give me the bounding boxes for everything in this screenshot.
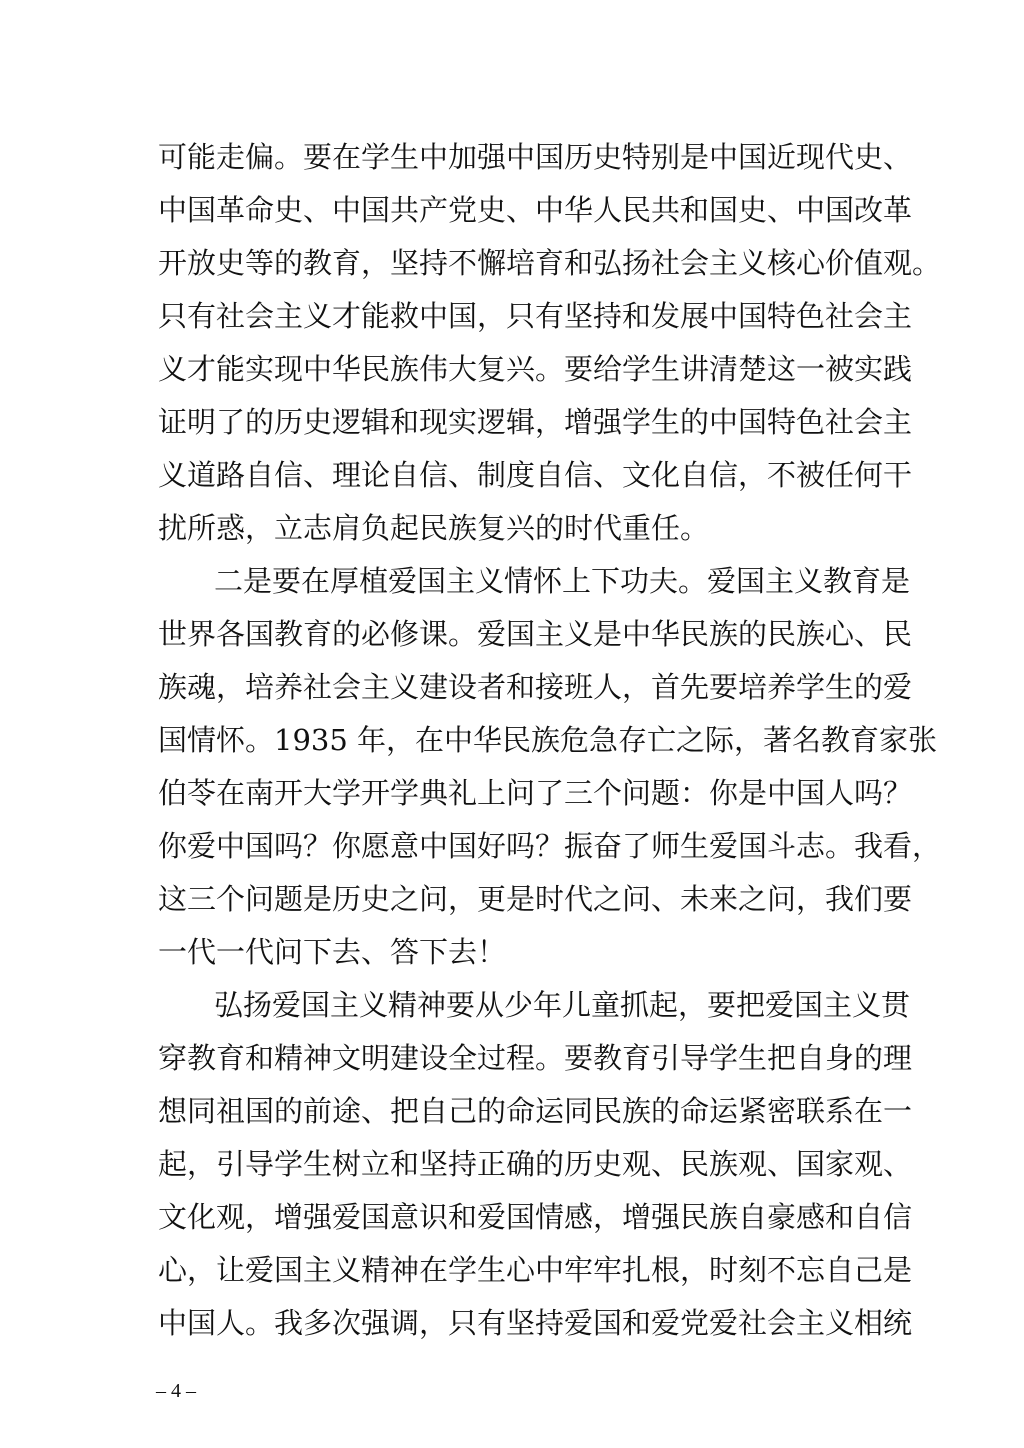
- paragraph-first-line: 弘扬爱国主义精神要从少年儿童抓起，要把爱国主义贯: [214, 988, 911, 1022]
- text-line: 中国革命史、中国共产党史、中华人民共和国史、中国改革: [158, 193, 913, 227]
- text-line: 证明了的历史逻辑和现实逻辑，增强学生的中国特色社会主: [158, 405, 913, 439]
- text-line: 想同祖国的前途、把自己的命运同民族的命运紧密联系在一: [158, 1094, 913, 1128]
- text-line: 起，引导学生树立和坚持正确的历史观、民族观、国家观、: [158, 1147, 913, 1181]
- text-line: 伯苓在南开大学开学典礼上问了三个问题：你是中国人吗？: [158, 776, 913, 810]
- page-number: – 4 –: [156, 1380, 196, 1402]
- text-line: 义才能实现中华民族伟大复兴。要给学生讲清楚这一被实践: [158, 352, 913, 386]
- text-line: 只有社会主义才能救中国，只有坚持和发展中国特色社会主: [158, 299, 913, 333]
- text-line: 世界各国教育的必修课。爱国主义是中华民族的民族心、民: [158, 617, 913, 651]
- text-line: 可能走偏。要在学生中加强中国历史特别是中国近现代史、: [158, 140, 913, 174]
- text-line: 族魂，培养社会主义建设者和接班人，首先要培养学生的爱: [158, 670, 913, 704]
- text-line: 这三个问题是历史之问，更是时代之问、未来之问，我们要: [158, 882, 913, 916]
- text-line: 扰所惑，立志肩负起民族复兴的时代重任。: [158, 511, 710, 545]
- text-line: 穿教育和精神文明建设全过程。要教育引导学生把自身的理: [158, 1041, 913, 1075]
- text-line: 国情怀。1935 年，在中华民族危急存亡之际，著名教育家张: [158, 723, 938, 757]
- text-line: 义道路自信、理论自信、制度自信、文化自信，不被任何干: [158, 458, 913, 492]
- text-line: 中国人。我多次强调，只有坚持爱国和爱党爱社会主义相统: [158, 1306, 913, 1340]
- paragraph-first-line: 二是要在厚植爱国主义情怀上下功夫。爱国主义教育是: [214, 564, 911, 598]
- text-line: 你爱中国吗？你愿意中国好吗？振奋了师生爱国斗志。我看，: [158, 829, 942, 863]
- text-line: 心，让爱国主义精神在学生心中牢牢扎根，时刻不忘自己是: [158, 1253, 913, 1287]
- text-line: 一代一代问下去、答下去！: [158, 935, 507, 969]
- text-line: 开放史等的教育，坚持不懈培育和弘扬社会主义核心价值观。: [158, 246, 942, 280]
- text-line: 文化观，增强爱国意识和爱国情感，增强民族自豪感和自信: [158, 1200, 913, 1234]
